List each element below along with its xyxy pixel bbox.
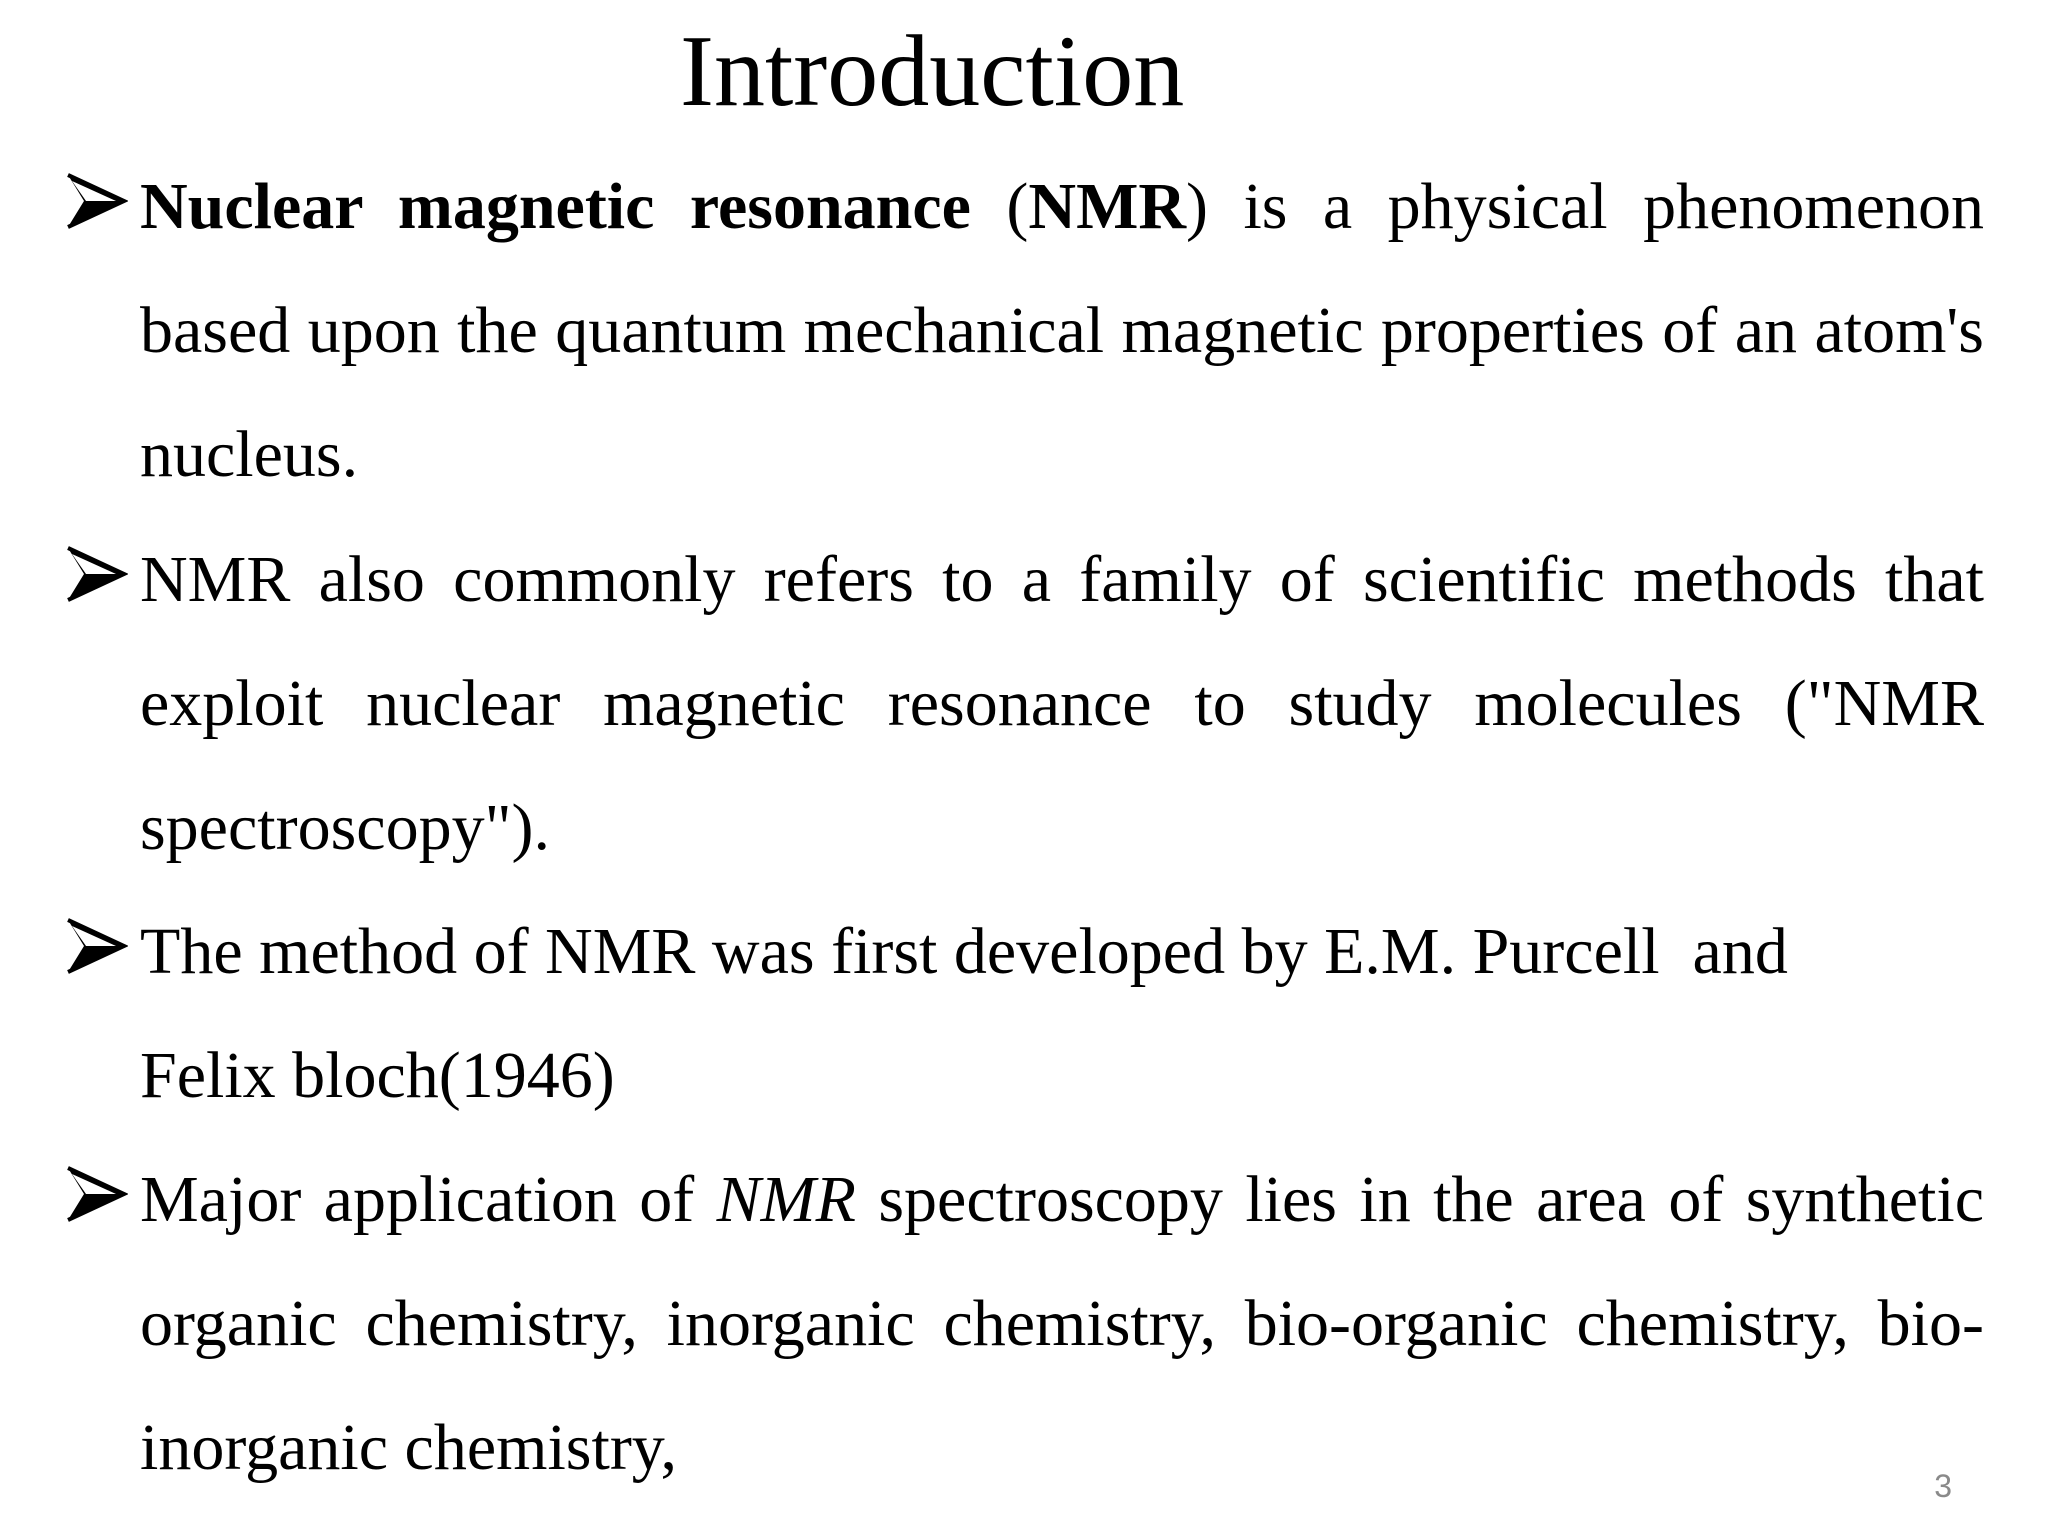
arrowhead-bullet-icon [64, 1162, 128, 1226]
text-line: The method of NMR was first developed by E.M. Purcell and [140, 915, 1788, 988]
bullet-text [140, 1138, 1984, 1510]
arrowhead-bullet-icon [64, 169, 128, 233]
arrowhead-bullet-icon [64, 914, 128, 978]
text-fragment: Major application of [140, 1163, 717, 1236]
bold-term: Nuclear magnetic resonance [140, 170, 971, 243]
text-line: Felix bloch(1946) [140, 1039, 615, 1112]
slide-title: Introduction [680, 15, 1185, 128]
bullet-text: NMR also commonly refers to a family of scientific methods that exploit nuclear magnetic resonance to study molecules ("NMR spectroscopy"). [140, 543, 1984, 864]
page-number: 3 [1934, 1468, 1952, 1504]
text-fragment: ( [970, 170, 1029, 243]
bullet-text [140, 890, 1984, 1138]
text-fragment: ) is a physical phenomenon based upon the quantum mechanical magnetic properties of an atom's nucleus. [140, 170, 1984, 491]
bold-abbreviation: NMR [1028, 170, 1187, 243]
text-fragment: spectroscopy lies in the area of synthetic organic chemistry, inorganic chemistry, bio-organic chemistry, bio-inorganic chemistry, [140, 1163, 1984, 1484]
bullet-text [140, 145, 1984, 517]
italic-term: NMR [716, 1163, 856, 1236]
arrowhead-bullet-icon [64, 542, 128, 606]
